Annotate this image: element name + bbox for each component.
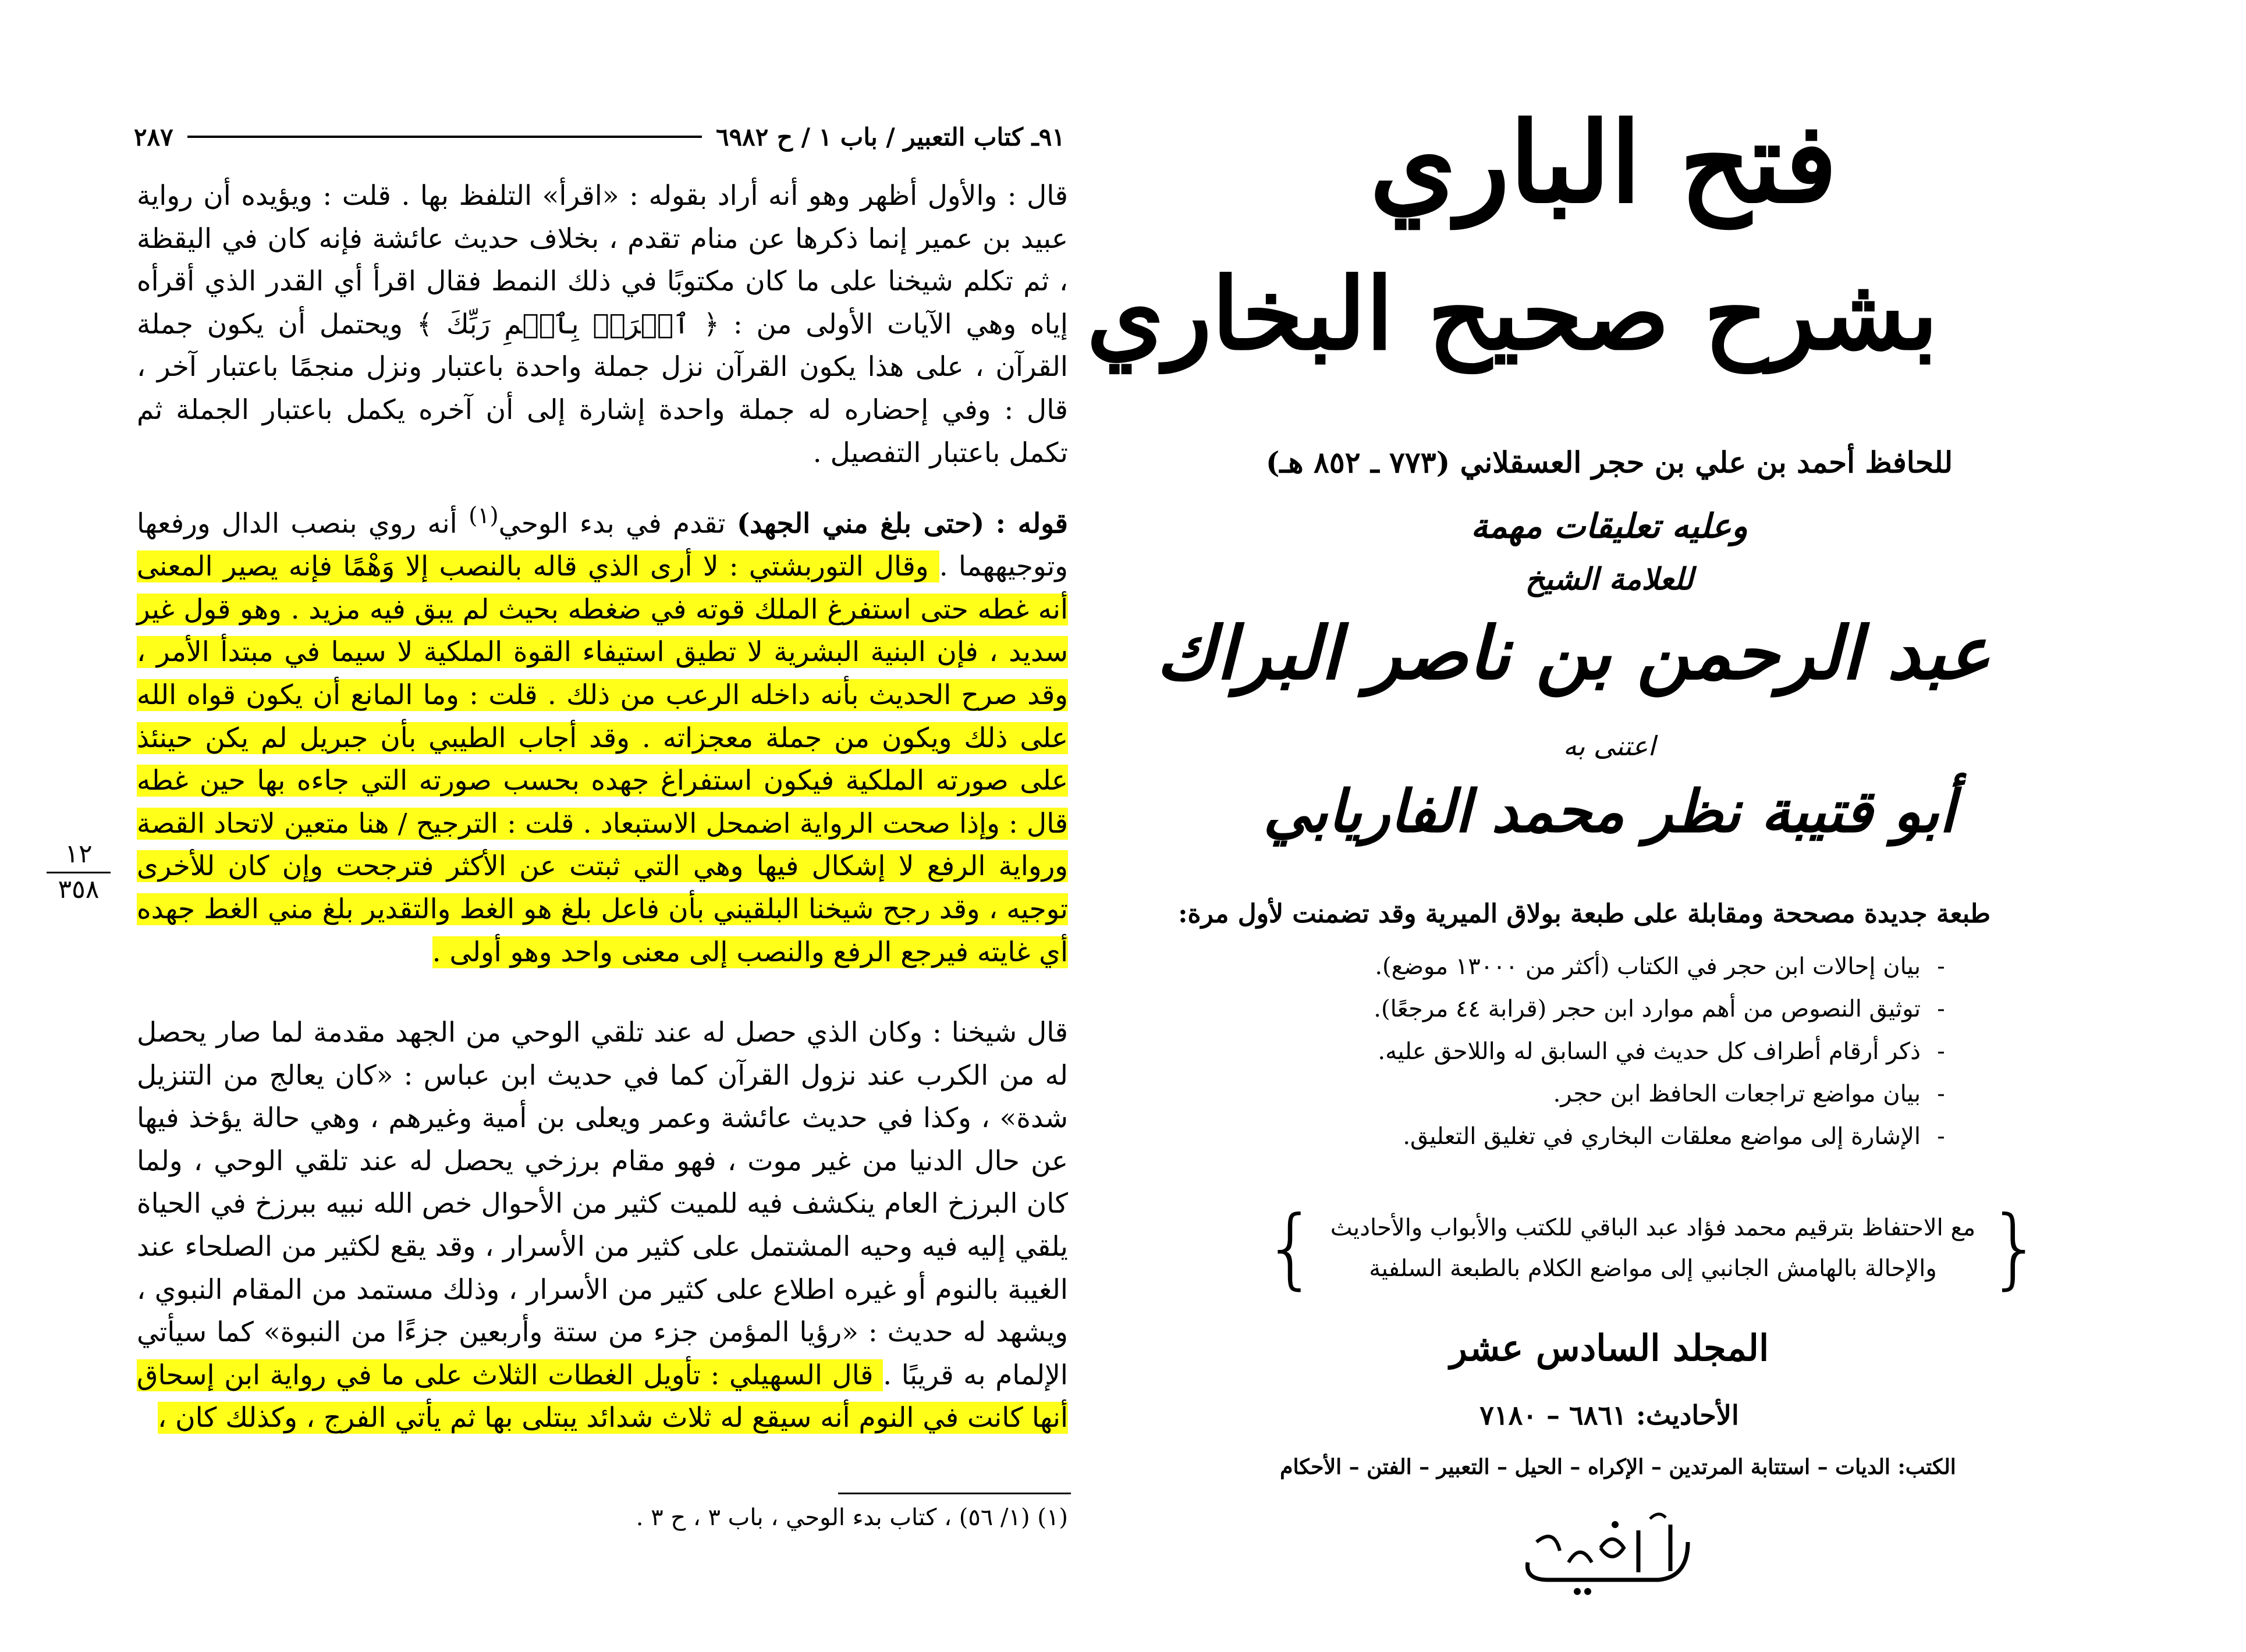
paragraph-2-rest: أنه روي بنصب الدال ورفعها وتوجيههما . (137, 507, 1068, 583)
margin-ref-top: ١٢ (47, 838, 111, 873)
dash-bullet: - (1937, 1123, 1945, 1150)
footnote: (١) (١/ ٥٦) ، كتاب بدء الوحي ، باب ٣ ، ح ٣ . (636, 1504, 1068, 1531)
paragraph-1-text: قال : والأول أظهر وهو أنه أراد بقوله : «اقرأ» التلفظ بها . قلت : ويؤيده أن رواية عبيد بن عمير إنما ذكرها عن منام تقدم ، بخلاف حديث عائشة فإنه كان في اليقظة ، ثم تكلم شيخنا على ما كان مكتوبًا في ذلك النمط فقال اقرأ أي القدر الذي أقرأه إياه وهي الآيات الأولى من : ﴿ ٱقۡرَأۡ بِٱسۡمِ رَبِّكَ ﴾ ويحتمل أن يكون جملة القرآن ، على هذا يكون القرآن نزل جملة واحدة باعتبار ونزل منجمًا باعتبار آخر ، قال : وفي إحضاره له جملة واحدة إشارة إلى أن آخره يكمل باعتبار الجملة ثم تكمل باعتبار التفصيل . (137, 180, 1068, 469)
numbering-note-line-1: مع الاحتفاظ بترقيم محمد فؤاد عبد الباقي للكتب والأبواب والأحاديث (1330, 1214, 1976, 1241)
books-list: الكتب: الديات – استتابة المرتدين – الإكراه – الحيل – التعبير – الفتن – الأحكام (1280, 1455, 1956, 1479)
running-head-title: ٩١ـ كتاب التعبير / باب ١ / ح ٦٩٨٢ (716, 122, 1065, 151)
running-head (134, 116, 1065, 157)
features-list (1315, 946, 1961, 1158)
paragraph-2-intro: تقدم في بدء الوحي (498, 507, 737, 540)
paragraph-2-lead: قوله : (995, 507, 1068, 540)
highlighted-passage-2: قال السهيلي : تأويل الغطات الثلاث على ما في رواية ابن إسحاق أنها كانت في النوم أنه سيقع له ثلاث شدائد يبتلى بها ثم يأتي الفرج ، وكذلك كان ، (137, 1359, 1068, 1434)
feature-item: -بيان مواضع تراجعات الحافظ ابن حجر. (1315, 1073, 1961, 1115)
paragraph-3-text: قال شيخنا : وكان الذي حصل له عند تلقي الوحي من الجهد مقدمة لما صار يحصل له من الكرب عند نزول القرآن كما في حديث ابن عباس : «كان يعالج من التنزيل شدة» ، وكذا في حديث عائشة وعمر ويعلى بن أمية وغيرهم ، وهي حالة يؤخذ فيها عن حال الدنيا من غير موت ، فهو مقام برزخي يحصل له عند تلقي الوحي ، ولما كان البرزخ العام ينكشف فيه للميت كثير من الأحوال خص الله نبيه ببرزخ في الحياة يلقي إليه فيه وحيه المشتمل على كثير من الأسرار ، وقد يقع لكثير من الصلحاء عند الغيبة بالنوم أو غيره اطلاع على كثير من الأسرار ، وذلك مستمد من المقام النبوي ، ويشهد له حديث : «رؤيا المؤمن جزء من ستة وأربعين جزءًا من النبوة» كما سيأتي الإلمام به قريبًا . (137, 1017, 1068, 1391)
margin-ref-bottom: ٣٥٨ (58, 875, 100, 904)
brace-left-icon: } (1263, 1198, 1319, 1299)
numbering-note-line-2: والإحالة بالهامش الجانبي إلى مواضع الكلام بالطبعة السلفية (1369, 1255, 1937, 1282)
edited-by-label: اعتنى به (1563, 730, 1656, 762)
paragraph-2-quote: (حتى بلغ مني الجهد) (736, 507, 985, 540)
highlighted-passage-1: وقال التوربشتي : لا أرى الذي قاله بالنصب إلا وَهْمًا فإنه يصير المعنى أنه غطه حتى استفرغ الملك قوته في ضغطه بحيث لم يبق فيه مزيد . وهو قول غير سديد ، فإن البنية البشرية لا تطيق استيفاء القوة الملكية لا سيما في مبتدأ الأمر ، وقد صرح الحديث بأنه داخله الرعب من ذلك . قلت : وما المانع أن يكون قواه الله على ذلك ويكون من جملة معجزاته . وقد أجاب الطيبي بأن جبريل لم يكن حينئذ على صورته الملكية فيكون استفراغ جهده بحسب صورته التي جاءه بها حين غطه قال : وإذا صحت الرواية اضمحل الاستبعاد . قلت : الترجيح / هنا متعين لاتحاد القصة ورواية الرفع لا إشكال فيها وهي التي ثبتت عن الأكثر فترجحت وإن كان للأخرى توجيه ، وقد رجح شيخنا البلقيني بأن فاعل بلغ هو الغط والتقدير بلغ مني الغط جهده أي غايته فيرجع الرفع والنصب إلى معنى واحد وهو أولى . (137, 550, 1068, 968)
right-page (1086, 0, 2246, 1652)
paragraph-2 (137, 495, 1068, 974)
feature-item: -ذكر أرقام أطراف كل حديث في السابق له واللاحق عليه. (1315, 1031, 1961, 1073)
numbering-note (1263, 1198, 2043, 1299)
feature-item: -بيان إحالات ابن حجر في الكتاب (أكثر من ١٣٠٠٠ موضع). (1315, 946, 1961, 988)
annotations-line: وعليه تعليقات مهمة (1471, 506, 1748, 546)
edition-note: طبعة جديدة مصححة ومقابلة على طبعة بولاق الميرية وقد تضمنت لأول مرة: (1178, 899, 1990, 929)
paragraph-1 (137, 175, 1068, 474)
scholar-name: عبد الرحمن بن ناصر البراك (1156, 611, 1990, 696)
feature-item: -الإشارة إلى مواضع معلقات البخاري في تغليق التعليق. (1315, 1115, 1961, 1158)
publisher-logo (1513, 1507, 1705, 1606)
book-title-line-2: بشرح صحيح البخاري (1086, 256, 1938, 372)
hadith-range: الأحاديث: ٦٨٦١ – ٧١٨٠ (1479, 1399, 1739, 1431)
running-head-rule (187, 136, 702, 138)
page-number: ٢٨٧ (134, 122, 173, 151)
paragraph-3 (137, 1011, 1068, 1440)
footnote-rule (838, 1493, 1071, 1494)
footnote-marker[interactable]: (١) (469, 503, 499, 529)
editor-name: أبو قتيبة نظر محمد الفاريابي (1263, 777, 1956, 845)
dash-bullet: - (1937, 1038, 1945, 1065)
author-line: للحافظ أحمد بن علي بن حجر العسقلاني (٧٧٣ ـ ٨٥٢ هـ) (1265, 445, 1953, 479)
numbering-note-text (1318, 1207, 1987, 1289)
book-title-line-1: فتح الباري (1369, 98, 1837, 228)
feature-item: -توثيق النصوص من أهم موارد ابن حجر (قرابة ٤٤ مرجعًا). (1315, 988, 1961, 1031)
dash-bullet: - (1937, 996, 1945, 1022)
allama-line: للعلامة الشيخ (1525, 562, 1694, 597)
publisher-logo-icon (1513, 1507, 1705, 1606)
margin-reference (47, 838, 111, 906)
dash-bullet: - (1937, 1081, 1945, 1107)
brace-right-icon: { (1987, 1198, 2043, 1299)
volume-label: المجلد السادس عشر (1449, 1327, 1769, 1369)
dash-bullet: - (1937, 953, 1945, 980)
